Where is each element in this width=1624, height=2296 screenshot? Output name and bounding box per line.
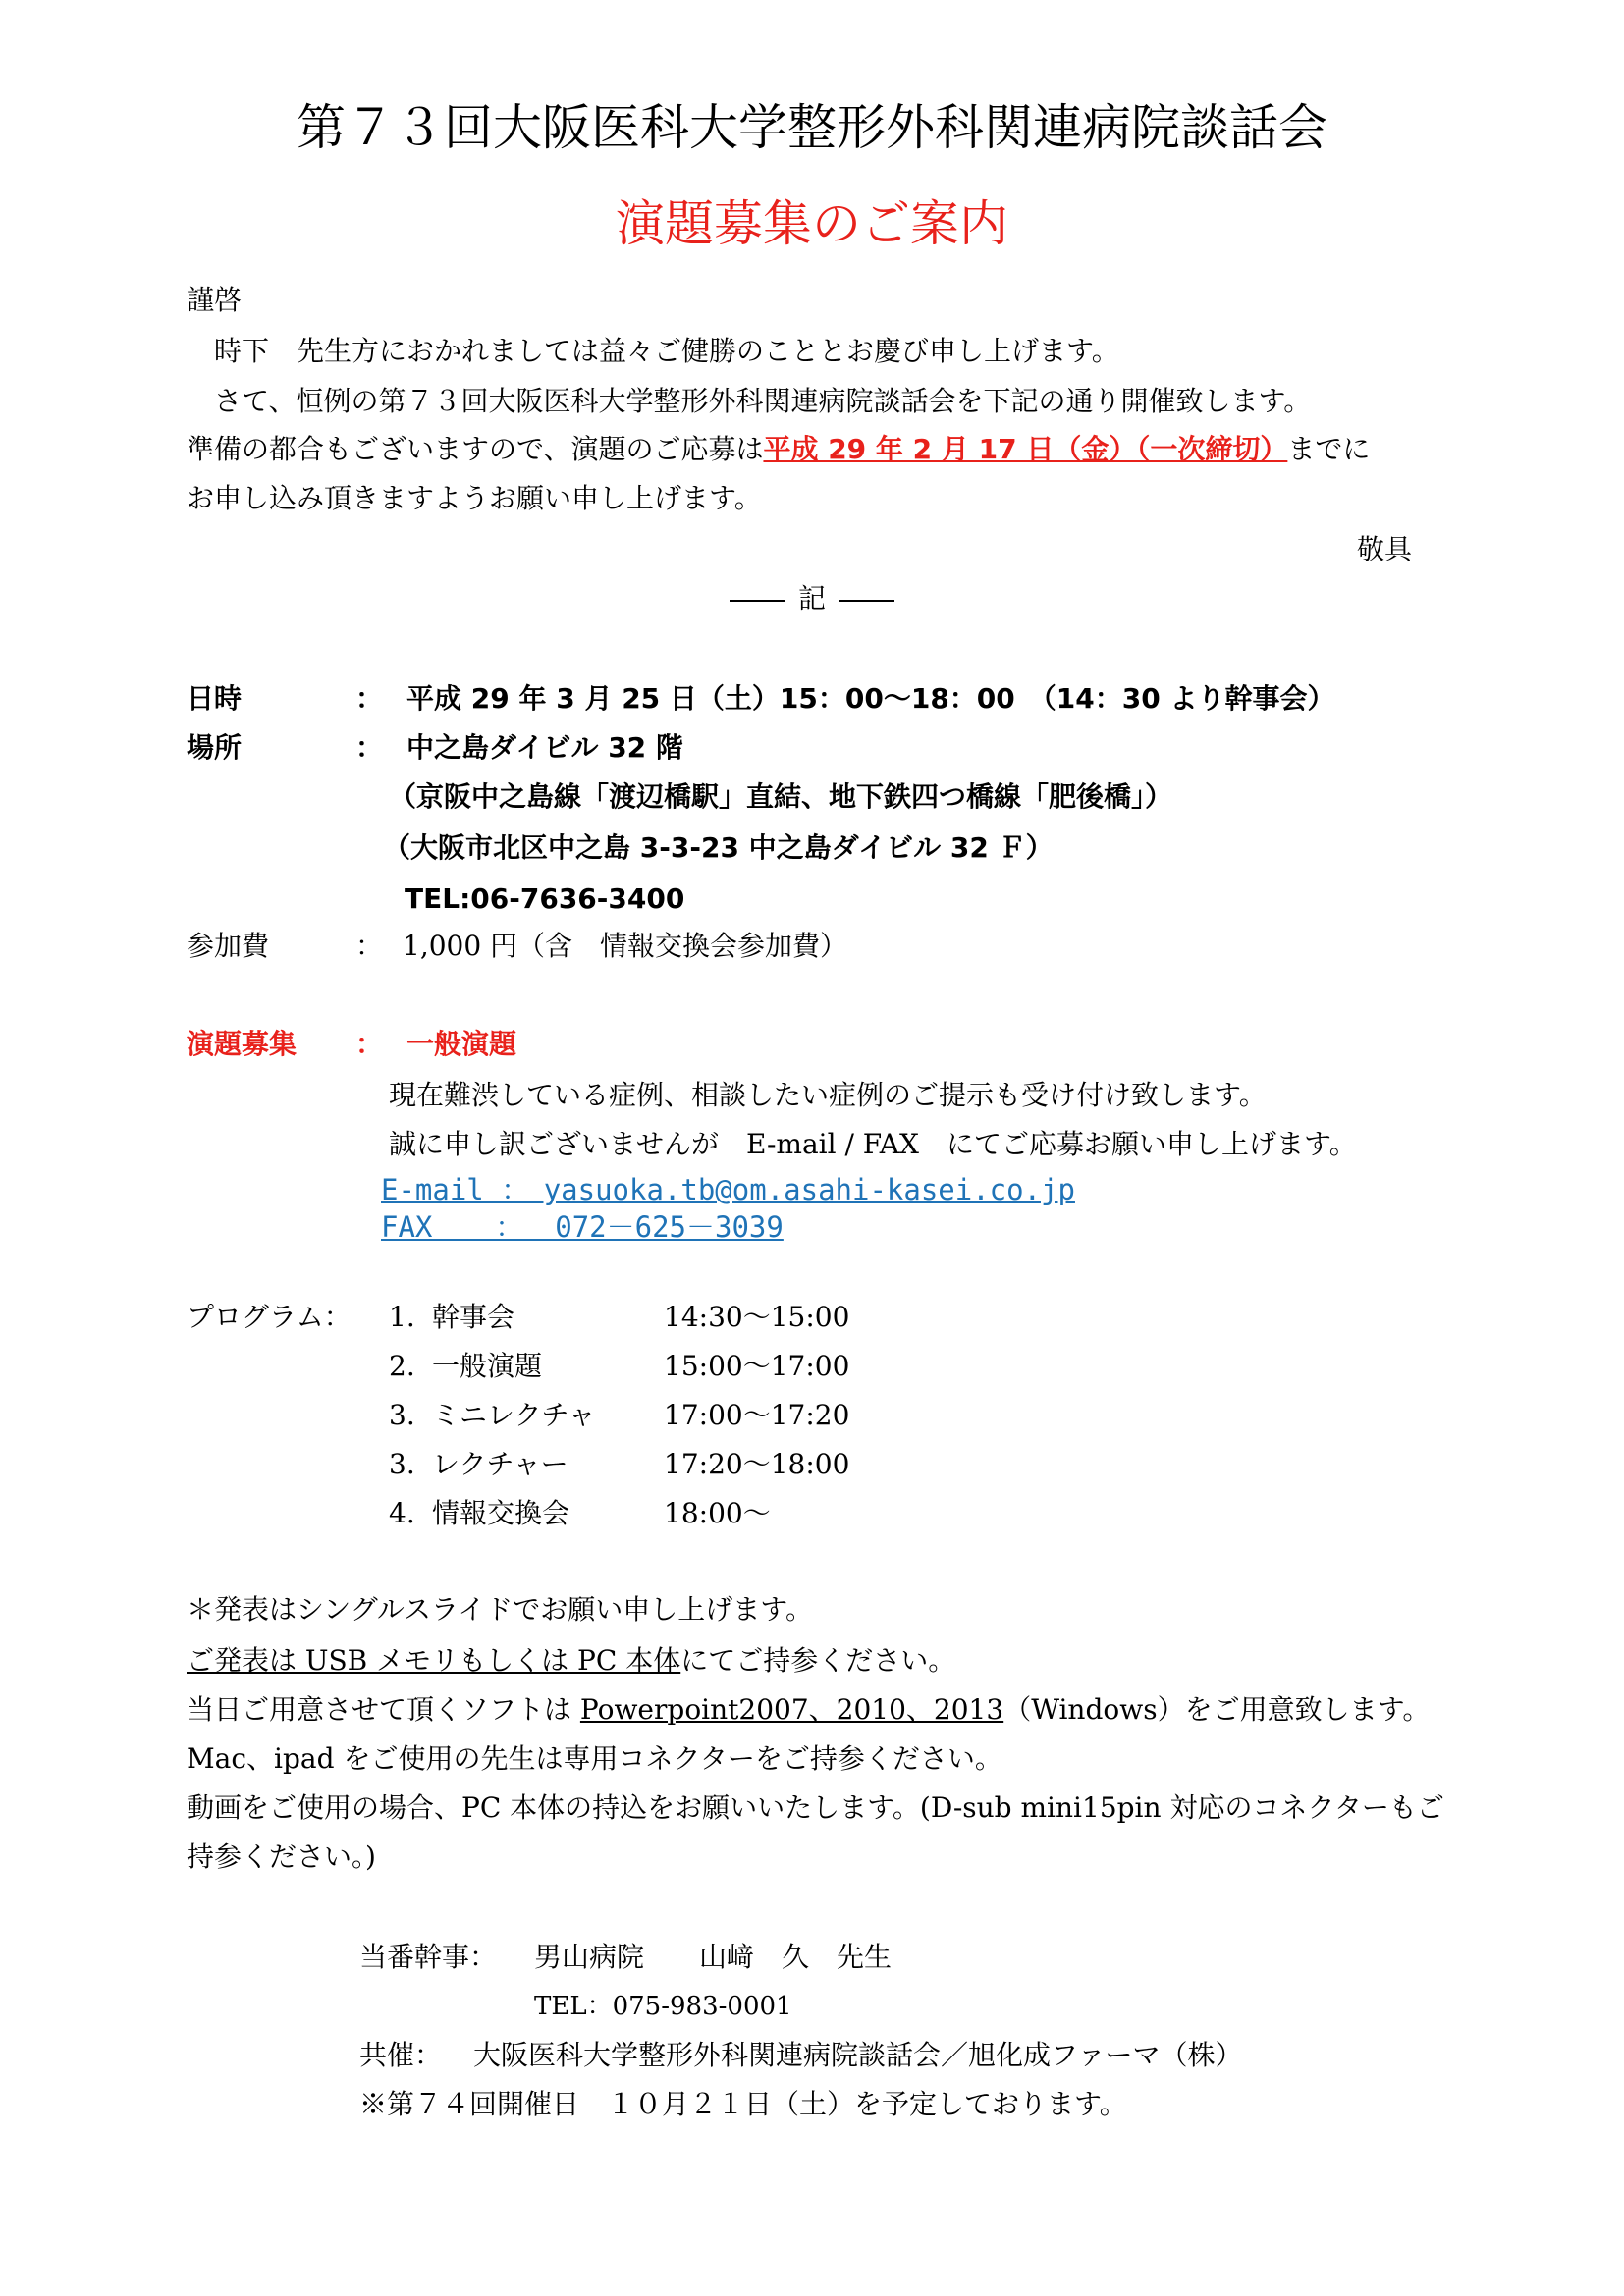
- program-item-time: 17:20〜18:00: [664, 1448, 850, 1480]
- note-4: Mac、ipad をご使用の先生は専用コネクターをご持参ください。: [187, 1742, 1002, 1775]
- program-label: プログラム：: [187, 1301, 352, 1333]
- note-3: [187, 1690, 1430, 1730]
- program-item-num: 4.: [389, 1497, 415, 1529]
- email-link[interactable]: E-mail ： yasuoka.tb@om.asahi-kasei.co.jp: [381, 1173, 1075, 1206]
- note-5: 動画をご使用の場合、PC 本体の持込をお願いいたします。(D-sub mini15pin 対応のコネクターもご: [187, 1791, 1444, 1824]
- call-line-1: 現在難渋している症例、相談したい症例のご提示も受け付け致します。: [389, 1079, 1267, 1111]
- program-item-num: 1.: [389, 1301, 415, 1333]
- date-label: 日時: [187, 682, 243, 715]
- note-3-pre: 当日ご用意させて頂くソフトは: [187, 1693, 580, 1726]
- fee-value: 1,000 円（含 情報交換会参加費）: [403, 930, 848, 962]
- program-item-time: 17:00〜17:20: [664, 1399, 850, 1431]
- program-item-name: レクチャー: [432, 1448, 568, 1480]
- program-item-name: 幹事会: [432, 1301, 515, 1333]
- program-item-num: 2.: [389, 1350, 415, 1382]
- greeting-line-4: お申し込み頂きますようお願い申し上げます。: [187, 482, 762, 514]
- note-2-underlined: ご発表は USB メモリもしくは PC 本体: [187, 1644, 681, 1677]
- program-item-name: 一般演題: [432, 1350, 543, 1382]
- date-value: 平成 29 年 3 月 25 日（土）15：00〜18：00 （14：30 より幹事会）: [406, 682, 1335, 715]
- place-colon: ：: [355, 731, 384, 764]
- note-1: ＊発表はシングルスライドでお願い申し上げます。: [187, 1593, 813, 1626]
- program-item-time: 14:30〜15:00: [664, 1301, 850, 1333]
- greeting-opening: 謹啓: [187, 284, 243, 316]
- note-2-rest: にてご持参ください。: [680, 1644, 956, 1677]
- place-tel: TEL:06-7636-3400: [405, 882, 685, 915]
- greeting-line-3-pre: 準備の都合もございますので、演題のご応募は: [187, 433, 764, 465]
- co-label: 共催：: [359, 2039, 443, 2071]
- date-colon: ：: [355, 682, 384, 715]
- note-6: 持参ください。): [187, 1841, 376, 1873]
- ki-text: 記: [797, 582, 826, 614]
- page-title: 第７３回大阪医科大学整形外科関連病院談話会: [297, 99, 1327, 156]
- call-value: 一般演題: [406, 1028, 517, 1060]
- host-tel: TEL：075-983-0001: [534, 1992, 792, 2021]
- program-item-num: 3.: [389, 1448, 415, 1480]
- page-subtitle: 演題募集のご案内: [616, 195, 1008, 252]
- greeting-line-2: さて、恒例の第７３回大阪医科大学整形外科関連病院談話会を下記の通り開催致します。: [214, 385, 1312, 417]
- host-label: 当番幹事：: [359, 1941, 498, 1973]
- greeting-line-3-post: までに: [1287, 433, 1371, 465]
- note-3-software: Powerpoint2007、2010、2013: [579, 1693, 1004, 1726]
- deadline-text: 平成 29 年 2 月 17 日（金）（一次締切）: [763, 433, 1288, 465]
- greeting-line-3: [187, 430, 1370, 469]
- place-access: （京阪中之島線「渡辺橋駅」直結、地下鉄四つ橋線「肥後橋」）: [389, 780, 1173, 813]
- program-item-name: ミニレクチャ: [432, 1399, 596, 1431]
- call-colon: ：: [355, 1028, 384, 1060]
- program-item-time: 18:00〜: [664, 1497, 771, 1529]
- program-item-num: 3.: [389, 1399, 415, 1431]
- call-label: 演題募集: [187, 1028, 298, 1060]
- call-line-2: 誠に申し訳ございませんが E-mail / FAX にてご応募お願い申し上げます。: [389, 1128, 1357, 1160]
- host-value: 男山病院 山﨑 久 先生: [534, 1941, 893, 1973]
- place-label: 場所: [187, 731, 243, 764]
- greeting-line-1: 時下 先生方におかれましては益々ご健勝のこととお慶び申し上げます。: [214, 335, 1119, 367]
- fee-label: 参加費: [187, 930, 270, 962]
- co-value: 大阪医科大学整形外科関連病院談話会／旭化成ファーマ（株）: [473, 2039, 1243, 2071]
- place-address: （大阪市北区中之島 3-3-23 中之島ダイビル 32 Ｆ）: [383, 831, 1054, 864]
- note-2: [187, 1641, 955, 1681]
- fax-link[interactable]: FAX ： 072－625－3039: [381, 1210, 784, 1244]
- ki-rule-left: [730, 600, 785, 602]
- ki-heading: [0, 579, 1624, 618]
- program-item-time: 15:00〜17:00: [664, 1350, 850, 1382]
- fee-colon: ：: [355, 930, 384, 962]
- ki-rule-right: [839, 600, 894, 602]
- place-value: 中之島ダイビル 32 階: [406, 731, 683, 764]
- program-item-name: 情報交換会: [432, 1497, 570, 1529]
- greeting-closing: 敬具: [1357, 533, 1413, 565]
- note-3-post: （Windows）をご用意致します。: [1003, 1693, 1431, 1726]
- next-meeting: ※第７４回開催日 １０月２１日（土）を予定しております。: [359, 2088, 1127, 2120]
